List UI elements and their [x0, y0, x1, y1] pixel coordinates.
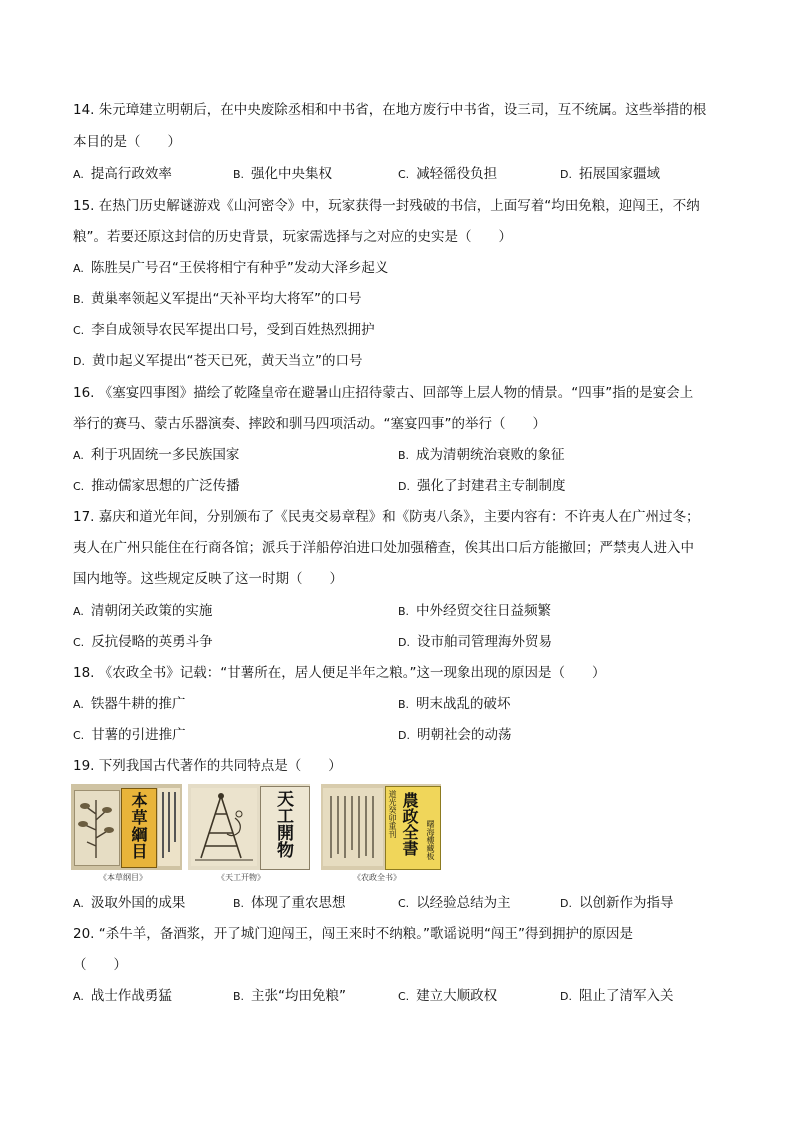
book3-title: 農政全書: [400, 792, 419, 856]
q16-option-c[interactable]: C. 推动儒家思想的广泛传播: [73, 478, 240, 494]
q19-stem-line1: 19. 下列我国古代著作的共同特点是（ ）: [73, 758, 342, 774]
q16-stem-line2: 举行的赛马、蒙古乐器演奏、摔跤和驯马四项活动。“塞宴四事”的举行（ ）: [73, 416, 546, 432]
book3-side-text: 道光癸卯重刊: [388, 790, 397, 838]
q15-stem-line1: 15. 在热门历史解谜游戏《山河密令》中，玩家获得一封残破的书信，上面写着“均田免粮，迎闯王，不纳: [73, 198, 700, 214]
caption-bencao-gangmu: 《本草纲目》: [99, 873, 147, 882]
q18-option-a[interactable]: A. 铁器牛耕的推广: [73, 696, 186, 712]
q15-option-c[interactable]: C. 李自成领导农民军提出口号，受到百姓热烈拥护: [73, 322, 375, 338]
q16-option-d[interactable]: D. 强化了封建君主专制制度: [398, 478, 566, 494]
q14-option-d[interactable]: D. 拓展国家疆域: [560, 166, 660, 182]
q16-option-b[interactable]: B. 成为清朝统治衰败的象征: [398, 447, 565, 463]
q15-option-b[interactable]: B. 黄巢率领起义军提出“天补平均大将军”的口号: [73, 291, 362, 307]
book2-title: 天工開物: [273, 790, 293, 858]
book3-sub-text: 曙海樓藏板: [426, 820, 435, 860]
q20-option-d[interactable]: D. 阻止了清军入关: [560, 988, 674, 1004]
q15-option-d[interactable]: D. 黄巾起义军提出“苍天已死，黄天当立”的口号: [73, 353, 363, 369]
q18-option-b[interactable]: B. 明末战乱的破坏: [398, 696, 511, 712]
q17-option-a[interactable]: A. 清朝闭关政策的实施: [73, 603, 213, 619]
book-tiangong-kaiwu-image: [188, 784, 310, 870]
caption-tiangong-kaiwu: 《天工开物》: [217, 873, 265, 882]
q14-option-b[interactable]: B. 强化中央集权: [233, 166, 333, 182]
q20-stem-line2: （ ）: [73, 957, 127, 973]
q18-stem-line1: 18. 《农政全书》记载：“甘薯所在，居人便足半年之粮。”这一现象出现的原因是（ ）: [73, 665, 606, 681]
q14-stem-line1: 14. 朱元璋建立明朝后，在中央废除丞相和中书省，在地方废行中书省，设三司，互不统属。这些举措的根: [73, 102, 707, 118]
q17-option-d[interactable]: D. 设市舶司管理海外贸易: [398, 634, 552, 650]
q17-stem-line2: 夷人在广州只能住在行商各馆；派兵于洋船停泊进口处加强稽查，俟其出口后方能撤回；严禁夷人进入中: [73, 540, 694, 556]
q20-stem-line1: 20. “杀牛羊，备酒浆，开了城门迎闯王，闯王来时不纳粮。”歌谣说明“闯王”得到拥护的原因是: [73, 926, 633, 942]
caption-nongzheng-quanshu: 《农政全书》: [353, 873, 401, 882]
q14-stem-line2: 本目的是（ ）: [73, 134, 181, 150]
q17-option-c[interactable]: C. 反抗侵略的英勇斗争: [73, 634, 213, 650]
q14-option-a[interactable]: A. 提高行政效率: [73, 166, 172, 182]
q16-stem-line1: 16. 《塞宴四事图》描绘了乾隆皇帝在避暑山庄招待蒙古、回部等上层人物的情景。“四事”指的是宴会上: [73, 385, 694, 401]
q18-option-d[interactable]: D. 明朝社会的动荡: [398, 727, 512, 743]
q16-option-a[interactable]: A. 利于巩固统一多民族国家: [73, 447, 240, 463]
q19-option-b[interactable]: B. 体现了重农思想: [233, 895, 346, 911]
q17-option-b[interactable]: B. 中外经贸交往日益频繁: [398, 603, 552, 619]
q17-stem-line3: 国内地等。这些规定反映了这一时期（ ）: [73, 571, 343, 587]
book-bencao-gangmu-image: [71, 784, 182, 870]
q19-option-a[interactable]: A. 汲取外国的成果: [73, 895, 186, 911]
q20-option-a[interactable]: A. 战士作战勇猛: [73, 988, 172, 1004]
q20-option-b[interactable]: B. 主张“均田免粮”: [233, 988, 347, 1004]
book-nongzheng-quanshu-image: [321, 784, 441, 870]
q19-book-figures: [71, 784, 451, 890]
q15-stem-line2: 粮”。若要还原这封信的历史背景，玩家需选择与之对应的史实是（ ）: [73, 229, 512, 245]
q20-option-c[interactable]: C. 建立大顺政权: [398, 988, 498, 1004]
book1-title: 本草綱目: [129, 792, 148, 860]
q18-option-c[interactable]: C. 甘薯的引进推广: [73, 727, 186, 743]
q15-option-a[interactable]: A. 陈胜吴广号召“王侯将相宁有种乎”发动大泽乡起义: [73, 260, 389, 276]
q14-option-c[interactable]: C. 减轻徭役负担: [398, 166, 498, 182]
q19-option-c[interactable]: C. 以经验总结为主: [398, 895, 511, 911]
q19-option-d[interactable]: D. 以创新作为指导: [560, 895, 674, 911]
q17-stem-line1: 17. 嘉庆和道光年间，分别颁布了《民夷交易章程》和《防夷八条》，主要内容有：不许夷人在广州过冬；: [73, 509, 700, 525]
